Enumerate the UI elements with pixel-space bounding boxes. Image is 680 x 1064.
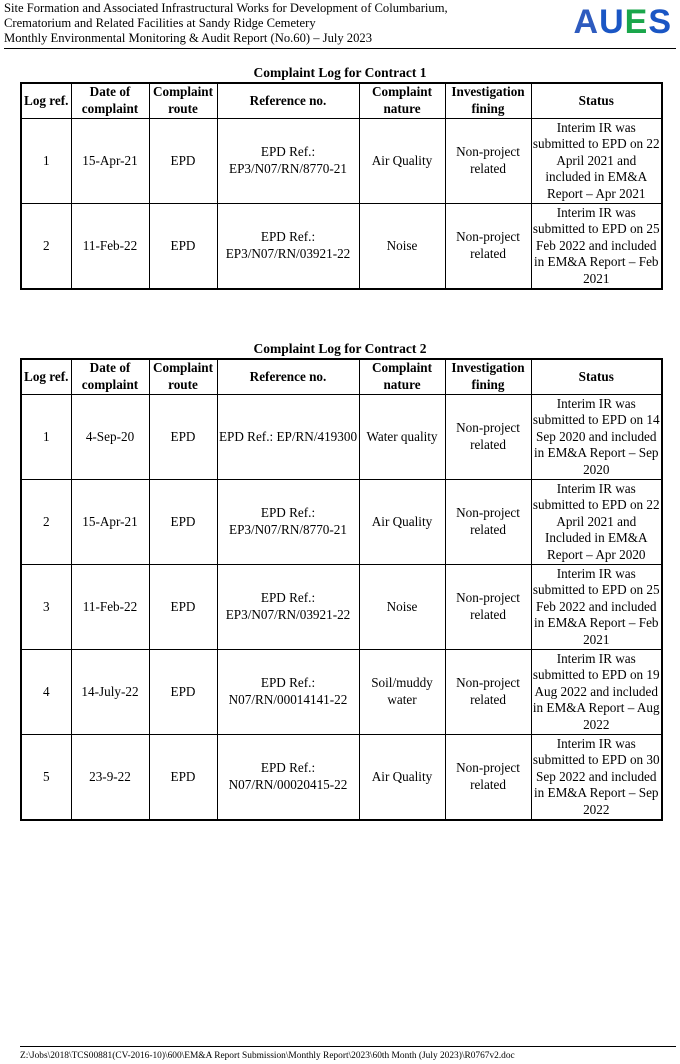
table-row — [21, 735, 662, 821]
cell-log-ref: 2 — [21, 480, 71, 565]
cell-reference-no: EPD Ref.: EP3/N07/RN/03921-22 — [217, 565, 359, 650]
cell-log-ref: 5 — [21, 735, 71, 821]
cell-nature: Air Quality — [359, 480, 445, 565]
cell-nature: Noise — [359, 565, 445, 650]
cell-reference-no: EPD Ref.: EP3/N07/RN/03921-22 — [217, 204, 359, 290]
cell-reference-no: EPD Ref.: N07/RN/00014141-22 — [217, 650, 359, 735]
cell-status: Interim IR was submitted to EPD on 19 Aug 2022 and included in EM&A Report – Aug 2022 — [531, 650, 662, 735]
cell-route: EPD — [149, 650, 217, 735]
contract-2-complaint-table — [20, 358, 663, 821]
cell-status: Interim IR was submitted to EPD on 22 April 2021 and Included in EM&A Report – Apr 2020 — [531, 480, 662, 565]
cell-status: Interim IR was submitted to EPD on 25 Feb 2022 and included in EM&A Report – Feb 2021 — [531, 565, 662, 650]
cell-status: Interim IR was submitted to EPD on 30 Sep 2022 and included in EM&A Report – Sep 2022 — [531, 735, 662, 821]
cell-nature: Water quality — [359, 395, 445, 480]
logo-letter: U — [599, 3, 625, 41]
contract-2-title: Complaint Log for Contract 2 — [253, 341, 427, 356]
table-header-row — [21, 83, 662, 119]
cell-log-ref: 4 — [21, 650, 71, 735]
cell-log-ref: 1 — [21, 395, 71, 480]
cell-date: 11-Feb-22 — [71, 204, 149, 290]
column-header-route: Complaint route — [149, 83, 217, 119]
cell-nature: Air Quality — [359, 735, 445, 821]
page-header — [4, 0, 676, 49]
company-logo — [574, 2, 673, 42]
cell-date: 15-Apr-21 — [71, 480, 149, 565]
table-row — [21, 480, 662, 565]
cell-investigation-finding: Non-project related — [445, 480, 531, 565]
column-header-route: Complaint route — [149, 359, 217, 395]
column-header-reference-no: Reference no. — [217, 83, 359, 119]
cell-route: EPD — [149, 565, 217, 650]
cell-investigation-finding: Non-project related — [445, 735, 531, 821]
cell-investigation-finding: Non-project related — [445, 395, 531, 480]
cell-route: EPD — [149, 204, 217, 290]
file-path-footer: Z:\Jobs\2018\TCS00881(CV-2016-10)\600\EM&A Report Submission\Monthly Report\2023\60th Month (July 2023)\R0767v2.doc — [20, 1046, 676, 1063]
cell-investigation-finding: Non-project related — [445, 565, 531, 650]
cell-reference-no: EPD Ref.: EP3/N07/RN/8770-21 — [217, 119, 359, 204]
column-header-investigation-finding: Investigation fining — [445, 83, 531, 119]
cell-reference-no: EPD Ref.: EP/RN/419300 — [217, 395, 359, 480]
report-title-line-2: Crematorium and Related Facilities at Sandy Ridge Cemetery — [4, 16, 316, 31]
cell-log-ref: 2 — [21, 204, 71, 290]
logo-letter: S — [648, 3, 672, 41]
column-header-nature: Complaint nature — [359, 83, 445, 119]
column-header-reference-no: Reference no. — [217, 359, 359, 395]
cell-status: Interim IR was submitted to EPD on 14 Sep 2020 and included in EM&A Report – Sep 2020 — [531, 395, 662, 480]
cell-nature: Soil/muddy water — [359, 650, 445, 735]
report-title-line-1: Site Formation and Associated Infrastructural Works for Development of Columbarium, — [4, 1, 448, 15]
column-header-log-ref: Log ref. — [21, 359, 71, 395]
cell-investigation-finding: Non-project related — [445, 119, 531, 204]
cell-date: 4-Sep-20 — [71, 395, 149, 480]
cell-nature: Noise — [359, 204, 445, 290]
cell-nature: Air Quality — [359, 119, 445, 204]
cell-status: Interim IR was submitted to EPD on 22 April 2021 and included in EM&A Report – Apr 2021 — [531, 119, 662, 204]
report-title-line-3: Monthly Environmental Monitoring & Audit Report (No.60) – July 2023 — [4, 31, 372, 46]
column-header-nature: Complaint nature — [359, 359, 445, 395]
contract-1-complaint-table — [20, 82, 663, 290]
table-row — [21, 565, 662, 650]
cell-status: Interim IR was submitted to EPD on 25 Feb 2022 and included in EM&A Report – Feb 2021 — [531, 204, 662, 290]
cell-log-ref: 1 — [21, 119, 71, 204]
contract-1-title: Complaint Log for Contract 1 — [253, 65, 427, 80]
cell-date: 15-Apr-21 — [71, 119, 149, 204]
column-header-log-ref: Log ref. — [21, 83, 71, 119]
cell-route: EPD — [149, 119, 217, 204]
cell-date: 23-9-22 — [71, 735, 149, 821]
cell-date: 11-Feb-22 — [71, 565, 149, 650]
cell-reference-no: EPD Ref.: N07/RN/00020415-22 — [217, 735, 359, 821]
cell-investigation-finding: Non-project related — [445, 650, 531, 735]
cell-route: EPD — [149, 735, 217, 821]
column-header-status: Status — [531, 359, 662, 395]
column-header-date: Date of complaint — [71, 359, 149, 395]
table-header-row — [21, 359, 662, 395]
report-title — [4, 1, 448, 47]
column-header-status: Status — [531, 83, 662, 119]
cell-date: 14-July-22 — [71, 650, 149, 735]
cell-investigation-finding: Non-project related — [445, 204, 531, 290]
cell-route: EPD — [149, 480, 217, 565]
cell-route: EPD — [149, 395, 217, 480]
logo-letter: A — [573, 3, 600, 41]
table-row — [21, 650, 662, 735]
table-row — [21, 395, 662, 480]
cell-reference-no: EPD Ref.: EP3/N07/RN/8770-21 — [217, 480, 359, 565]
logo-letter: E — [624, 3, 649, 41]
column-header-date: Date of complaint — [71, 83, 149, 119]
table-row — [21, 204, 662, 290]
cell-log-ref: 3 — [21, 565, 71, 650]
table-row — [21, 119, 662, 204]
column-header-investigation-finding: Investigation fining — [445, 359, 531, 395]
